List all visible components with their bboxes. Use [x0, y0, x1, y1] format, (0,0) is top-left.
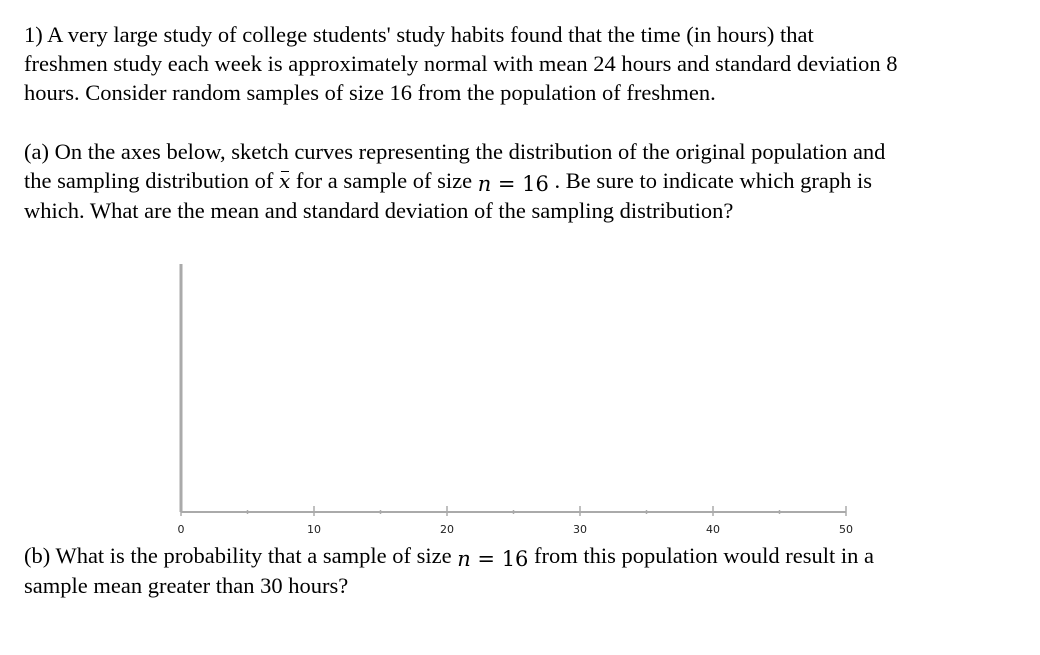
- intro-line-1: 1) A very large study of college students' study habits found that the time (in hours) that: [24, 22, 814, 47]
- n-symbol: n: [477, 172, 492, 196]
- part-a-line-2-middle: for a sample of size: [290, 168, 478, 193]
- part-b-line-1-start: (b) What is the probability that a sample of size: [24, 543, 458, 568]
- n-equals-16-expression: [457, 545, 528, 574]
- part-a-line-1: (a) On the axes below, sketch curves representing the distribution of the original population and: [24, 139, 886, 164]
- part-a-line-3: which. What are the mean and standard deviation of the sampling distribution?: [24, 198, 734, 223]
- part-b-line-1: [24, 541, 1024, 571]
- part-b-question: [24, 541, 1024, 600]
- xbar-symbol: x: [279, 167, 290, 196]
- x-tick-label-0: 0: [177, 523, 185, 536]
- part-b-line-1-end: from this population would result in a: [528, 543, 875, 568]
- n-equals-value: = 16: [491, 172, 549, 196]
- x-axis-ticks: [178, 506, 854, 536]
- part-b-line-2: sample mean greater than 30 hours?: [24, 573, 349, 598]
- x-tick-label-30: 30: [573, 523, 587, 536]
- intro-line-3: hours. Consider random samples of size 16 from the population of freshmen.: [24, 80, 716, 105]
- x-tick-label-10: 10: [307, 523, 321, 536]
- x-tick-label-20: 20: [440, 523, 454, 536]
- part-a-line-2-start: the sampling distribution of: [24, 168, 279, 193]
- intro-line-2: freshmen study each week is approximately normal with mean 24 hours and standard deviation 8: [24, 51, 898, 76]
- part-a-line-2-end: . Be sure to indicate which graph is: [548, 168, 872, 193]
- x-tick-label-50: 50: [839, 523, 853, 536]
- n-equals-value: = 16: [470, 547, 529, 571]
- n-symbol: n: [457, 547, 471, 571]
- x-tick-label-40: 40: [706, 523, 720, 536]
